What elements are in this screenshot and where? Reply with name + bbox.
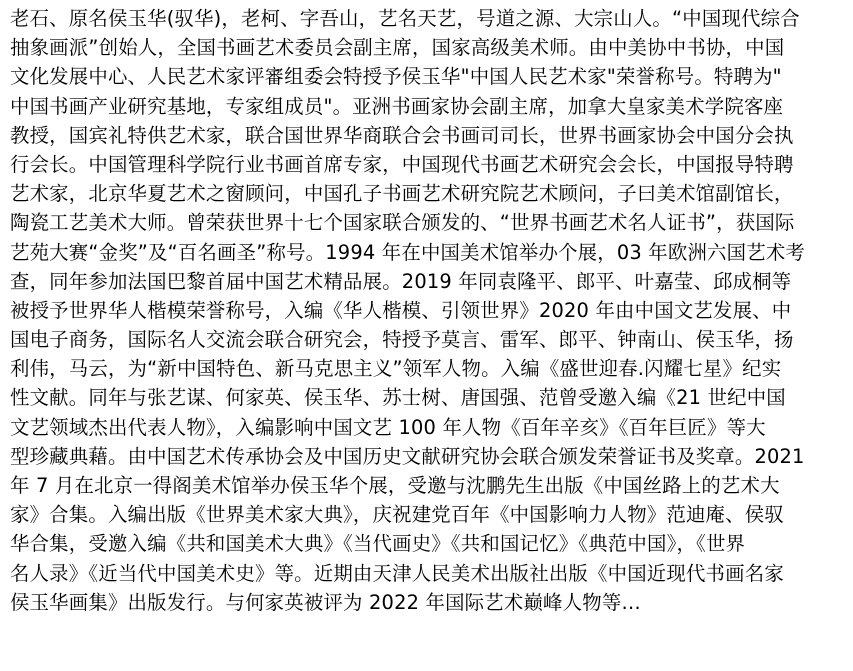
text-line-9: 艺苑大赛“金奖”及“百名画圣”称号。1994 年在中国美术馆举办个展，03 年欧洲六国艺术考: [10, 240, 806, 264]
text-line-17: 年 7 月在北京一得阁美术馆举办侯玉华个展，受邀与沈鹏先生出版《中国丝路上的艺术大: [10, 474, 780, 497]
text-line-6: 行会长。中国管理科学院行业书画首席专家，中国现代书画艺术研究会会长，中国报导特聘: [10, 152, 794, 176]
text-line-11: 被授予世界华人楷模荣誉称号，入编《华人楷模、引领世界》2020 年由中国文艺发展、中: [10, 298, 792, 322]
text-line-1: 老石、原名侯玉华(驭华)，老柯、字吾山，艺名天艺，号道之源、大宗山人。“中国现代综合: [10, 7, 800, 30]
text-line-2: 抽象画派”创始人，全国书画艺术委员会副主席，国家高级美术师。由中美协中书协，中国: [10, 36, 785, 60]
text-line-7: 艺术家，北京华夏艺术之窗顾问，中国孔子书画艺术研究院艺术顾问，子曰美术馆副馆长，: [10, 182, 794, 206]
text-line-15: 文艺领域杰出代表人物》，入编影响中国文艺 100 年人物《百年辛亥》《百年巨匠》等大: [10, 415, 766, 439]
text-line-3: 文化发展中心、人民艺术家评審组委会特授予侯玉华"中国人民艺术家"荣誉称号。特聘为": [10, 65, 782, 89]
text-line-16: 型珍藏典藉。由中国艺术传承协会及中国历史文献研究协会联合颁发荣誉证书及奖章。2021: [10, 444, 805, 468]
text-line-20: 名人录》《近当代中国美术史》等。近期由天津人民美术出版社出版《中国近现代书画名家: [10, 561, 784, 585]
text-line-21: 侯玉华画集》出版发行。与何家英被评为 2022 年国际艺术巅峰人物等…: [10, 590, 642, 614]
text-line-14: 性文献。同年与张艺谋、何家英、侯玉华、苏士树、唐国强、范曾受邀入编《21 世纪中国: [10, 386, 786, 410]
text-line-8: 陶瓷工艺美术大师。曾荣获世界十七个国家联合颁发的、“世界书画艺术名人证书”，获国际: [10, 211, 795, 235]
text-line-19: 华合集，受邀入编《共和国美术大典》《当代画史》《共和国记忆》《典范中国》，《世界: [10, 532, 746, 556]
text-line-13: 利伟，马云，为“新中国特色、新马克思主义”领军人物。入编《盛世迎春.闪耀七星》纪实: [10, 357, 782, 381]
text-line-12: 国电子商务，国际名人交流会联合研究会，特授予莫言、雷军、郎平、钟南山、侯玉华，扬: [10, 328, 794, 352]
text-line-5: 教授，国宾礼特供艺术家，联合国世界华商联合会书画司司长，世界书画家协会中国分会执: [10, 123, 794, 147]
text-line-18: 家》合集。入编出版《世界美术家大典》，庆祝建党百年《中国影响力人物》范迪庵、侯驭: [10, 503, 784, 527]
text-line-4: 中国书画产业研究基地，专家组成员"。亚洲书画家协会副主席，加拿大皇家美术学院客座: [10, 94, 784, 118]
text-line-10: 查，同年参加法国巴黎首届中国艺术精品展。2019 年同袁隆平、郎平、叶嘉莹、邱成桐等: [10, 269, 792, 293]
